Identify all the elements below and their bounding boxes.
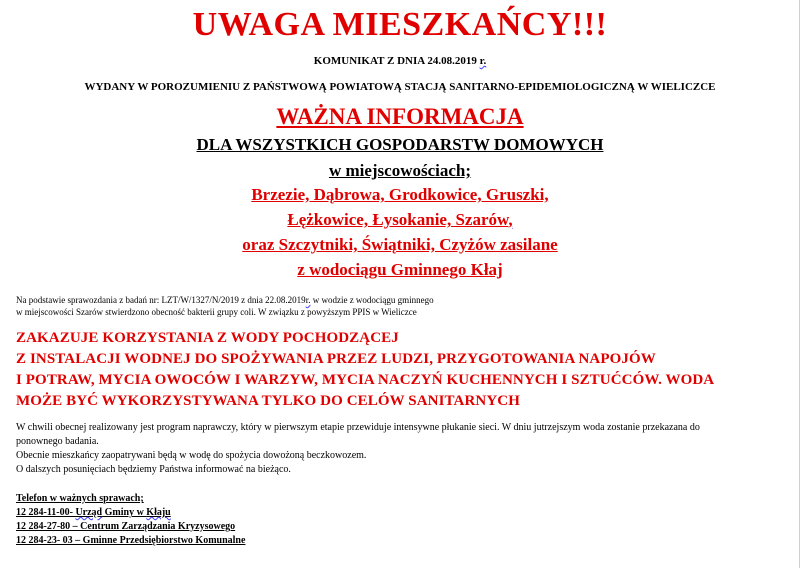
phone-line-1-urzad: Urząd <box>75 507 103 518</box>
info-line-4: O dalszych posunięciach będziemy Państwa informować na bieżąco. <box>16 464 291 475</box>
all-households-heading: DLA WSZYSTKICH GOSPODARSTW DOMOWYCH <box>196 135 604 154</box>
phone-line-2: 12 284-27-80 – Centrum Zarządzania Kryzysowego <box>16 521 236 532</box>
localities-line-1: Brzezie, Dąbrowa, Grodkowice, Gruszki, <box>251 185 549 204</box>
komunikat-date <box>0 55 800 67</box>
page-title: UWAGA MIESZKAŃCY!!! <box>192 6 608 43</box>
issued-with-line: WYDANY W POROZUMIENIU Z PAŃSTWOWĄ POWIATOWĄ STACJĄ SANITARNO-EPIDEMIOLOGICZNĄ W WIELICZCE <box>84 81 716 93</box>
ban-line-1: ZAKAZUJE KORZYSTANIA Z WODY POCHODZĄCEJ <box>16 330 399 346</box>
phone-line-1-gminy: Gminy w <box>102 507 147 518</box>
phone-line-1 <box>16 507 171 518</box>
basis-line-1-a: Na podstawie sprawozdania z badań nr: LZT/W/1327/N/2019 z dnia 22.08.2019 <box>16 295 306 305</box>
basis-line-1-c: w wodzie z wodociągu gminnego <box>310 295 434 305</box>
komunikat-text: KOMUNIKAT Z DNIA 24.08.2019 <box>313 55 477 67</box>
localities-line-2-text: Łężkowice, Łysokanie, Szarów <box>287 210 509 229</box>
ban-line-4: MOŻE BYĆ WYKORZYSTYWANA TYLKO DO CELÓW SANITARNYCH <box>16 393 520 409</box>
localities-line-4: z wodociągu Gminnego Kłaj <box>297 260 503 279</box>
basis-line-1 <box>16 295 434 305</box>
info-line-2: ponownego badania. <box>16 436 99 447</box>
phone-line-1-number: 12 284-11-00- <box>16 507 76 518</box>
info-line-3: Obecnie mieszkańcy zaopatrywani będą w wodę do spożycia dowożoną beczkowozem. <box>16 450 367 461</box>
localities-line-2 <box>0 210 800 230</box>
phone-line-1-klaj: Kłaju <box>146 507 171 518</box>
phones-header: Telefon w ważnych sprawach; <box>16 493 144 504</box>
localities-intro: w miejscowościach; <box>328 161 472 180</box>
basis-line-1-b: r. <box>305 295 311 305</box>
localities-line-3: oraz Szczytniki, Świątniki, Czyżów zasilane <box>242 235 558 254</box>
basis-line-2: w miejscowości Szarów stwierdzono obecność bakterii grupy coli. W związku z powyższym PPIS w Wieliczce <box>16 307 417 317</box>
ban-line-2: Z INSTALACJI WODNEJ DO SPOŻYWANIA PRZEZ LUDZI, PRZYGOTOWANIA NAPOJÓW <box>16 351 656 367</box>
important-info-heading: WAŻNA INFORMACJA <box>276 104 524 129</box>
phone-line-3: 12 284-23- 03 – Gminne Przedsiębiorstwo Komunalne <box>16 535 246 546</box>
info-line-1: W chwili obecnej realizowany jest program naprawczy, który w pierwszym etapie przewiduje intensywne płukanie sieci. W dniu jutrzejszym woda zostanie przekazana do <box>16 422 700 433</box>
komunikat-suffix: r. <box>479 55 487 67</box>
ban-line-3: I POTRAW, MYCIA OWOCÓW I WARZYW, MYCIA NACZYŃ KUCHENNYCH I SZTUĆCÓW. WODA <box>16 372 715 388</box>
localities-line-2-comma: , <box>508 210 513 229</box>
